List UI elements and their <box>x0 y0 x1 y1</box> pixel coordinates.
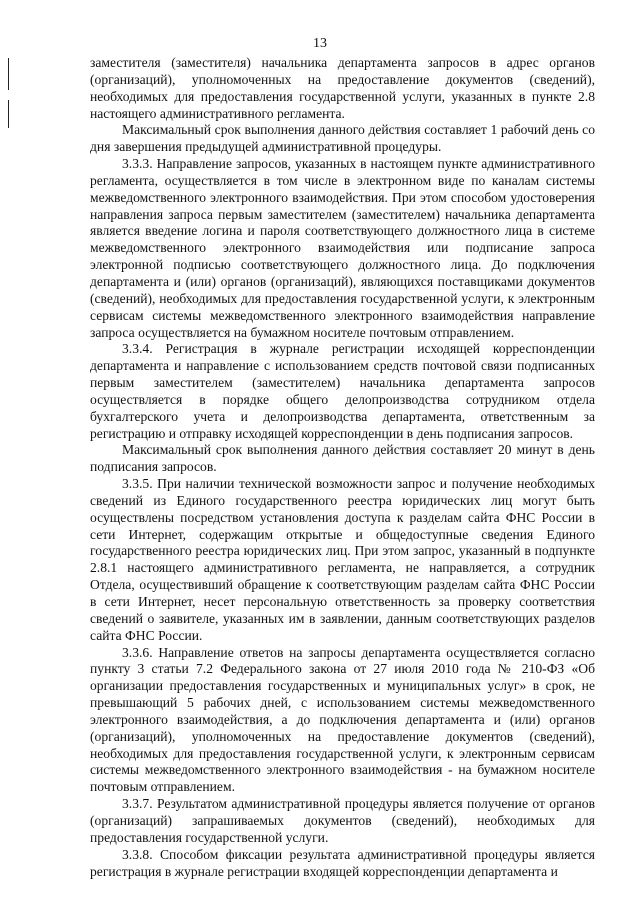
scan-edge-mark-top <box>8 58 9 90</box>
paragraph-p1: Максимальный срок выполнения данного действия составляет 1 рабочий день со дня завершения предыдущей административной процедуры. <box>90 122 595 155</box>
paragraph-p0: заместителя (заместителя) начальника департамента запросов в адрес органов (организаций), уполномоченных на предоставление документов (сведений), необходимых для предоставления государственной услуги, указанных в пункте 2.8 настоящего административного регламента. <box>90 55 595 121</box>
paragraph-p5: 3.3.5. При наличии технической возможности запрос и получение необходимых сведений из Единого государственного реестра юридических лиц могут быть осуществлены посредством установления доступа к разделам сайта ФНС России в сети Интернет, содержащим открытые и общедоступные сведения Единого государственного реестра юридических лиц. При этом запрос, указанный в подпункте 2.8.1 настоящего административного регламента, не направляется, а сотрудник Отдела, осуществивший обращение к соответствующим разделам сайта ФНС России в сети Интернет, несет персональную ответственность за проверку соответствия сведений о заявителе, указанных им в заявлении, данным соответствующих разделов сайта ФНС России. <box>90 476 595 643</box>
paragraph-p4: Максимальный срок выполнения данного действия составляет 20 минут в день подписания запросов. <box>90 442 595 475</box>
page-number: 13 <box>313 36 327 51</box>
document-body <box>90 55 595 880</box>
paragraph-p6: 3.3.6. Направление ответов на запросы департамента осуществляется согласно пункту 3 статьи 7.2 Федерального закона от 27 июля 2010 года № 210-ФЗ «Об организации предоставления государственных и муниципальных услуг» в срок, не превышающий 5 рабочих дней, с использованием системы межведомственного электронного взаимодействия, а до подключения департамента и (или) органов (организаций), уполномоченных на предоставление документов (сведений), необходимых для предоставления государственной услуги, к электронным сервисам системы межведомственного электронного взаимодействия - на бумажном носителе почтовым отправлением. <box>90 644 595 795</box>
paragraph-p7: 3.3.7. Результатом административной процедуры является получение от органов (организаций) запрашиваемых документов (сведений), необходимых для предоставления государственной услуги. <box>90 796 595 845</box>
scan-edge-mark-bottom <box>8 100 9 128</box>
paragraph-p8: 3.3.8. Способом фиксации результата административной процедуры является регистрация в журнале регистрации входящей корреспонденции департамента и <box>90 846 595 879</box>
paragraph-p2: 3.3.3. Направление запросов, указанных в настоящем пункте административного регламента, осуществляется в том числе в электронном виде по каналам системы межведомственного электронного взаимодействия. При этом способом удостоверения направления запроса первым заместителем (заместителем) начальника департамента является введение логина и пароля соответствующего должностного лица в системе межведомственного электронного взаимодействия или подписание запроса электронной подписью соответствующего должностного лица. До подключения департамента и (или) органов (организаций), являющихся поставщиками документов (сведений), необходимых для предоставления государственной услуги, к электронным сервисам системы межведомственного электронного взаимодействия направление запроса осуществляется на бумажном носителе почтовым отправлением. <box>90 156 595 340</box>
paragraph-p3: 3.3.4. Регистрация в журнале регистрации исходящей корреспонденции департамента и направление с использованием средств почтовой связи подписанных первым заместителем (заместителем) начальника департамента запросов осуществляется в порядке общего делопроизводства сотрудником отдела бухгалтерского учета и делопроизводства департамента, ответственным за регистрацию и отправку исходящей корреспонденции в день подписания запросов. <box>90 341 595 441</box>
